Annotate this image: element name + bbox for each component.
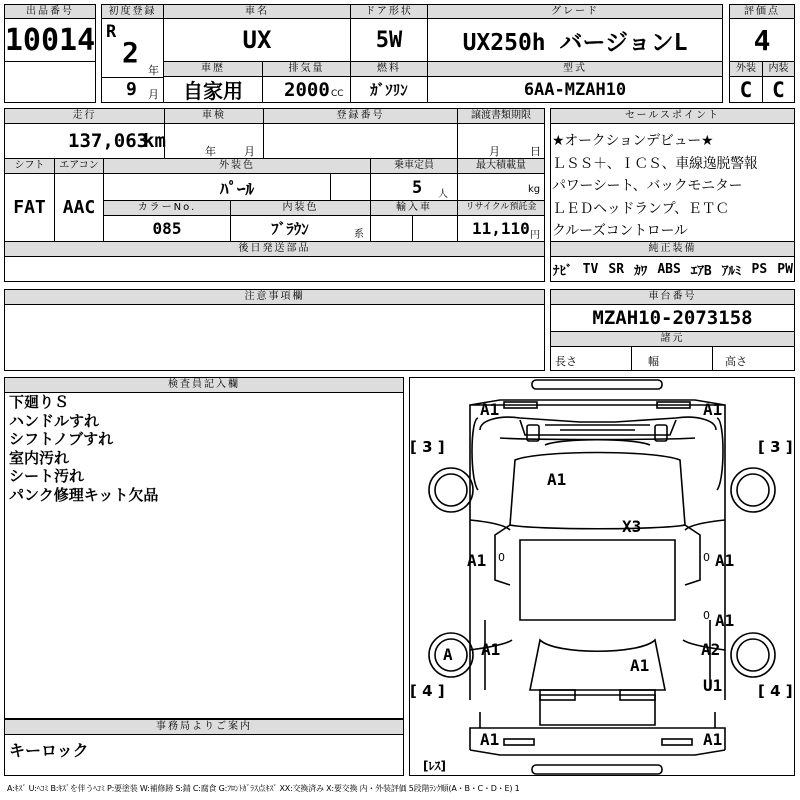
interior-color: ﾌﾞﾗｳﾝ [271,220,309,238]
notes-box [4,304,545,371]
tire-depth-rear-right: [ 4 ] [758,682,793,700]
later-parts-box [4,256,545,282]
damage-rear-wheel-left: A [443,645,453,664]
inspector-line: パンク修理キット欠品 [9,485,159,504]
inspection-year-unit: 年 [205,145,216,158]
height-label: 高さ [725,355,747,368]
damage-rear-bumper-left: A1 [480,730,500,749]
transfer-month-unit: 月 [489,145,500,158]
ac-header: エアコン [54,158,104,174]
score-header: 評価点 [729,4,795,19]
inspector-line: 下廻りＳ [9,393,70,411]
displacement: 2000 [284,79,330,101]
interior-grade: C [772,77,785,102]
displacement-header: 排気量 [262,61,351,77]
zero-mark: 0 [703,551,710,564]
exterior-grade: C [739,77,753,102]
tire-depth-front-left: [ 3 ] [410,438,445,456]
equipment-header: 純正装備 [550,241,795,257]
equipment-item: PW [777,261,793,277]
zero-mark: 0 [703,609,710,622]
sales-point: ＬＳＳ＋、ＩＣＳ、車線逸脱警報 [552,155,758,172]
sales-points-list [552,130,758,243]
exterior-grade-header: 外装 [729,61,763,77]
recycle-unit: 円 [530,230,540,241]
door-header: ドア形状 [350,4,428,19]
damage-roof: X3 [622,517,642,536]
damage-hood: A1 [547,470,567,489]
interior-grade-header: 内装 [762,61,795,77]
inspector-line: ハンドルすれ [9,411,100,430]
recycle-fee: 11,110 [472,219,530,238]
import-header: 輸入車 [370,200,458,216]
damage-front-door-right: A1 [715,551,735,570]
office-notice: キーロック [9,741,89,760]
damage-rear-fender-left: A1 [481,640,501,659]
damage-front-bumper-left: A1 [480,400,500,419]
zero-mark: 0 [498,551,505,564]
registration-month: 9 [126,79,137,100]
sales-point: クルーズコントロール [552,223,688,239]
transfer-day-unit: 日 [530,145,541,158]
shift-header: シフト [4,158,55,174]
lot-number: 10014 [4,22,96,58]
equipment-item: SR [608,261,625,277]
inspection-month-unit: 月 [244,145,255,158]
tire-depth-front-right: [ 3 ] [758,438,793,456]
interior-color-header: 内装色 [230,200,371,216]
capacity-header: 乗車定員 [370,158,458,174]
tire-depth-rear-left: [ 4 ] [410,682,445,700]
fuel: ｶﾞｿﾘﾝ [370,81,408,99]
damage-front-bumper-right: A1 [703,400,723,419]
equipment-item: ｴｱB [690,263,712,279]
damage-front-fender-left: A1 [467,551,487,570]
displacement-unit: CC [331,89,344,99]
inspector-notes [9,393,158,504]
damage-rear-fender-right: A2 [701,640,721,659]
inspector-line: 室内汚れ [9,448,70,467]
equipment-item: TV [582,261,599,277]
transfer-deadline-header: 譲渡書類期限 [457,108,545,124]
equipment-list [553,256,793,282]
shift: FAT [13,197,46,218]
chassis-number: MZAH10-2073158 [592,307,753,329]
chassis-header: 車台番号 [550,289,795,305]
registration-number-header: 登録番号 [263,108,458,124]
mileage-header: 走行 [4,108,165,124]
grade: UX250h バージョンL [462,29,688,56]
grade-header: グレード [427,4,723,19]
spare-tire-note: [ﾚｽ] [423,759,446,773]
fuel-header: 燃料 [350,61,428,77]
lot-number-header: 出品番号 [4,4,96,19]
capacity-unit: 人 [438,189,448,200]
width-box [631,346,713,371]
history: 自家用 [183,79,243,103]
registration-number-box [263,123,458,159]
sales-points-header: セールスポイント [550,108,795,124]
month-unit: 月 [148,88,159,101]
width-label: 幅 [648,355,659,368]
inspector-header: 検査員記入欄 [4,377,404,393]
mileage-unit: km [143,130,166,152]
legend: A:ｷｽﾞ U:ﾍｺﾐ B:ｷｽﾞを伴うﾍｺﾐ P:要塗装 W:補修跡 S:錆 C:腐食 G:ﾌﾛﾝﾄｶﾞﾗｽ点ｷｽﾞ XX:交換済み X:要交換 内・外装評価 5段階ﾗﾝｸ順(A・B・C・D・E) 1 [7,784,520,793]
exterior-color: ﾊﾟｰﾙ [220,179,254,200]
inspector-line: シフトノブすれ [9,430,114,448]
later-parts-header: 後日発送部品 [4,241,545,257]
car-diagram [409,377,795,776]
exterior-color-header: 外装色 [103,158,371,174]
specs-header: 諸元 [550,331,795,347]
inspector-line: シート汚れ [9,467,85,485]
door-type: 5W [375,27,403,53]
lot-number-blank [4,61,96,103]
type-header: 型式 [427,61,723,77]
equipment-item: ABS [657,261,681,277]
notes-header: 注意事項欄 [4,289,545,305]
registration-year: 2 [122,36,139,69]
import-box [370,215,458,242]
model-type: 6AA-MZAH10 [523,79,627,100]
interior-color-suffix: 系 [354,229,364,240]
sales-point: パワーシート、バックモニター [552,178,743,194]
damage-rear-glass: A1 [630,656,650,675]
score: 4 [753,23,771,57]
color-number-header: カラーNo. [103,200,231,216]
sales-point: ★オークションデビュー★ [552,133,714,149]
damage-rear-door-right: A1 [715,611,735,630]
damage-rear-bumper-right: U1 [703,676,723,695]
equipment-item: ｶﾜ [634,263,648,279]
sales-point: ＬＥＤヘッドランプ、ＥＴＣ [552,200,729,217]
air-conditioner: AAC [62,197,96,218]
inspection-header: 車検 [164,108,264,124]
equipment-item: ｱﾙﾐ [721,263,742,279]
history-header: 車歴 [163,61,263,77]
mileage: 137,063 [68,130,149,152]
office-header: 事務局よりご案内 [4,719,404,735]
first-registration-header: 初度登録 [101,4,164,19]
recycle-header: リサイクル預託金 [457,200,545,216]
max-load-header: 最大積載量 [457,158,545,174]
damage-rear-bumper-right-lower: A1 [703,730,723,749]
model-header: 車名 [163,4,351,19]
era: R [106,22,117,42]
model-name: UX [242,26,272,54]
equipment-item: ﾅﾋﾞ [553,263,573,279]
year-unit: 年 [148,64,159,77]
equipment-item: PS [751,261,768,277]
length-label: 長さ [555,355,577,368]
max-load-unit: kg [528,184,541,195]
capacity: 5 [412,178,423,198]
color-number: 085 [152,219,182,238]
